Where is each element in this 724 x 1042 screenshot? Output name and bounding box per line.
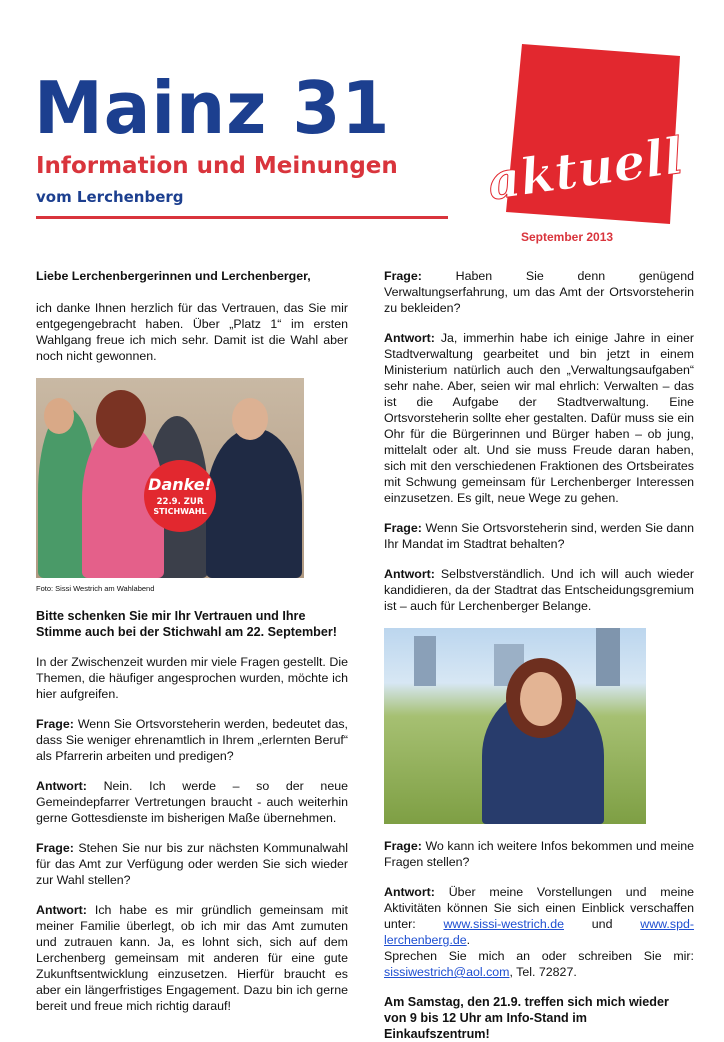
question-label: Frage: [36, 717, 74, 731]
question-label: Frage: [36, 841, 74, 855]
email-link[interactable]: sissiwestrich@aol.com [384, 965, 510, 979]
photo-person [206, 428, 302, 578]
answer-2 [36, 902, 348, 1014]
answer-label: Antwort: [384, 331, 435, 345]
sign-line-1: Danke! [148, 475, 212, 494]
masthead-subtitle: Information und Meinungen [36, 153, 398, 179]
spd-website-link[interactable]: www.spd-lerchenberg.de [384, 917, 694, 947]
question-text: Haben Sie denn genügend Verwaltungserfahrung, um das Amt der Ortsvorsteherin zu bekleiden? [384, 269, 694, 315]
logo-wordmark: aktuell [483, 125, 687, 212]
question-text: Stehen Sie nur bis zur nächsten Kommunalwahl für das Amt zur Verfügung oder werden Sie sich wieder zur Wahl stellen? [36, 841, 348, 887]
photo-face [232, 398, 268, 440]
answer-label: Antwort: [36, 903, 87, 917]
answer-5 [384, 884, 694, 980]
answer-4 [384, 566, 694, 614]
photo-building [414, 636, 436, 686]
answer-label: Antwort: [384, 885, 435, 899]
answer-text: Selbstverständlich. Und ich will auch wieder kandidieren, da der Stadtrat das Entscheidungsgremium ist – auch für Lerchenberger Belange. [384, 567, 694, 613]
right-column [384, 268, 694, 1042]
stichwahl-appeal: Bitte schenken Sie mir Ihr Vertrauen und Ihre Stimme auch bei der Stichwahl am 22. September! [36, 609, 337, 639]
answer-1 [36, 778, 348, 826]
masthead-title: Mainz 31 [34, 66, 391, 150]
photo-building [596, 628, 620, 686]
greeting: Liebe Lerchenbergerinnen und Lerchenberger, [36, 269, 311, 283]
sign-line-3: STICHWAHL [153, 507, 207, 516]
question-3 [384, 268, 694, 316]
website-link[interactable]: www.sissi-westrich.de [443, 917, 564, 931]
election-night-photo [36, 378, 304, 578]
answer-label: Antwort: [36, 779, 87, 793]
phone-number: , Tel. 72827. [509, 965, 577, 979]
aktuell-logo [483, 44, 687, 224]
photo-caption: Foto: Sissi Westrich am Wahlabend [36, 584, 155, 593]
masthead-subtitle-location: vom Lerchenberg [36, 188, 184, 206]
issue-date: September 2013 [521, 230, 614, 244]
question-label: Frage: [384, 269, 422, 283]
question-5 [384, 838, 694, 870]
questions-intro: In der Zwischenzeit wurden mir viele Fragen gestellt. Die Themen, die häufiger angesprochen wurden, möchte ich hier aufgreifen. [36, 655, 348, 701]
left-column [36, 268, 348, 1028]
contact-text: Sprechen Sie mich an oder schreiben Sie mir: [384, 949, 694, 963]
question-1 [36, 716, 348, 764]
info-stand-announcement: Am Samstag, den 21.9. treffen sich mich wieder von 9 bis 12 Uhr am Info-Stand im Einkaufszentrum! [384, 995, 669, 1041]
photo-face [520, 672, 562, 726]
masthead-divider [36, 216, 448, 219]
sign-line-2: 22.9. ZUR [156, 497, 204, 507]
answer-label: Antwort: [384, 567, 435, 581]
danke-sign [142, 458, 218, 534]
photo-face [44, 398, 74, 434]
question-2 [36, 840, 348, 888]
answer-3 [384, 330, 694, 506]
question-label: Frage: [384, 521, 422, 535]
answer-conjunction: und [591, 917, 613, 931]
answer-text: Über meine Vorstellungen und meine Aktivitäten können Sie sich einen Einblick verschaffen unter: [384, 885, 694, 931]
answer-text: Ja, immerhin habe ich einige Jahre in einer Stadtverwaltung gearbeitet und bin jetzt in einem Ministerium natürlich auch den „Verwaltungsaufgaben“ sehr nahe. Aber, seien wir mal ehrlich: Verwalten – das ist die Aufgabe der Stadtverwaltung. Eine Ortsvorsteherin sollte eher gestalten. Dafür muss sie ein Ohr für die Bürgerinnen und Bürger haben – ob jung, mittelalt oder alt. Und sie muss Freude daran haben, sich mit den verschiedenen Fraktionen des Ortsbeirates mit Schwung gemeinsam für Lerchenberger Interessen einzusetzen. Es gilt, neue Wege zu gehen. [384, 331, 694, 505]
question-4 [384, 520, 694, 552]
question-label: Frage: [384, 839, 422, 853]
portrait-photo [384, 628, 646, 824]
question-text: Wenn Sie Ortsvorsteherin sind, werden Sie dann Ihr Mandat im Stadtrat behalten? [384, 521, 694, 551]
answer-text: Ich habe es mir gründlich gemeinsam mit meiner Familie überlegt, ob ich mir das Amt zumuten und zutrauen kann. Ja, es lohnt sich, sich auf dem Lerchenberg gemeinsam mit anderen für eine gute Zukunftsentwicklung einzusetzen. Hierfür braucht es aber ein längerfristiges Engagement. Dazu bin ich gerne bereit und freue mich richtig darauf! [36, 903, 348, 1013]
answer-text: Nein. Ich werde – so der neue Gemeindepfarrer Vertretungen braucht - auch weiterhin gerne Gottesdienste im bisherigen Maße übernehmen. [36, 779, 348, 825]
answer-period: . [466, 933, 471, 947]
question-text: Wenn Sie Ortsvorsteherin werden, bedeutet das, dass Sie weniger ehrenamtlich in Ihrem „erlernten Beruf“ als Pfarrerin arbeiten und predigen? [36, 717, 348, 763]
photo-face [96, 390, 146, 448]
intro-paragraph: ich danke Ihnen herzlich für das Vertrauen, das Sie mir entgegengebracht haben. Über „Platz 1“ im ersten Wahlgang freue ich mich sehr. Damit ist die Wahl aber noch nicht gewonnen. [36, 301, 348, 363]
question-text: Wo kann ich weitere Infos bekommen und meine Fragen stellen? [384, 839, 695, 869]
